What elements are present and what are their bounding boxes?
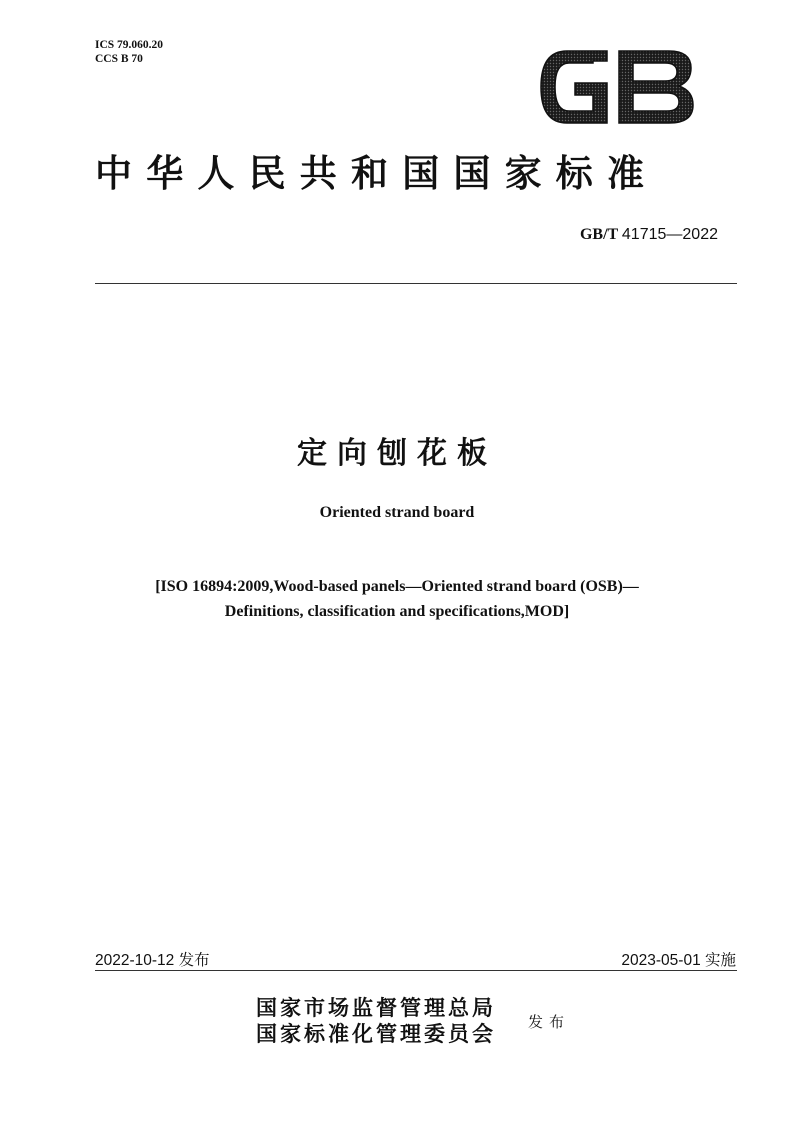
gb-logo	[537, 47, 695, 127]
bottom-divider	[95, 970, 737, 971]
issuer-samr: 国家市场监督管理总局	[256, 995, 496, 1020]
national-standard-title: 中华人民共和国国家标准	[95, 152, 659, 195]
implementation-date: 2023-05-01 实施	[621, 952, 736, 969]
iso-reference-line-2: Definitions, classification and specifications,MOD]	[224, 603, 570, 620]
iso-reference-line-1: [ISO 16894:2009,Wood-based panels—Oriented strand board (OSB)—	[155, 578, 639, 595]
publish-label: 发布	[528, 1013, 571, 1031]
chinese-title: 定向刨花板	[297, 436, 497, 471]
iso-reference	[0, 574, 794, 624]
issuer-sac: 国家标准化管理委员会	[256, 1021, 496, 1046]
ics-code: ICS 79.060.20	[95, 39, 164, 51]
issue-date: 2022-10-12 发布	[95, 952, 210, 969]
top-divider	[95, 283, 737, 284]
logo-text: GB	[537, 47, 539, 48]
standard-number	[580, 226, 718, 244]
issuing-authorities	[256, 995, 496, 1047]
ccs-code: CCS B 70	[95, 53, 143, 65]
standard-number-prefix: GB/T	[579, 226, 618, 243]
english-title: Oriented strand board	[319, 504, 475, 521]
classification-codes	[95, 38, 163, 66]
standard-number-value: 41715—2022	[621, 226, 718, 243]
